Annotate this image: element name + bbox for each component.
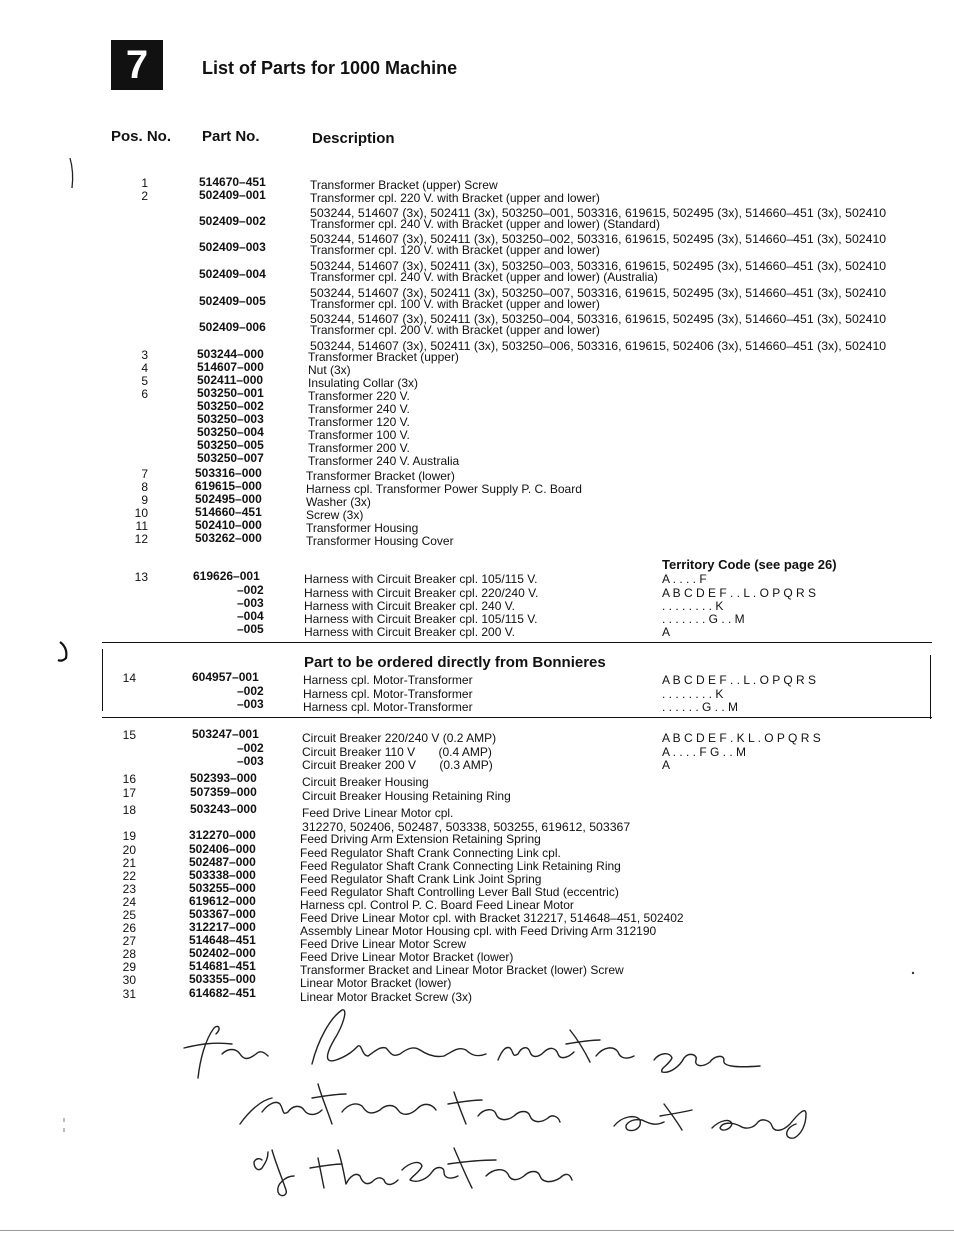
part-number: 514648–451 xyxy=(189,933,256,947)
part-description: Circuit Breaker 220/240 V (0.2 AMP) xyxy=(302,731,497,745)
part-number: 502487–000 xyxy=(189,855,256,869)
territory-codes: A B C D E F . K L . O P Q R S xyxy=(662,731,821,745)
part-number: 503250–007 xyxy=(197,451,264,465)
part-description: Harness cpl. Motor-Transformer xyxy=(303,673,473,687)
part-description: Harness with Circuit Breaker cpl. 105/115 V. xyxy=(304,572,538,586)
part-description: Washer (3x) xyxy=(306,495,371,509)
part-description: Linear Motor Bracket Screw (3x) xyxy=(300,990,473,1004)
part-number: 503244–000 xyxy=(197,347,264,361)
part-description: Harness with Circuit Breaker cpl. 240 V. xyxy=(304,599,515,613)
part-number: 514607–000 xyxy=(197,360,264,374)
part-number: 619615–000 xyxy=(195,479,262,493)
part-number: 503316–000 xyxy=(195,466,262,480)
part-no-header: Part No. xyxy=(202,128,260,145)
part-description: Nut (3x) xyxy=(308,363,351,377)
part-number: 503250–004 xyxy=(197,425,264,439)
pos-number: 30 xyxy=(122,973,136,987)
part-number: 503247–001 xyxy=(192,727,259,741)
pos-number: 31 xyxy=(122,987,136,1001)
territory-codes: A B C D E F . . L . O P Q R S xyxy=(662,586,817,600)
part-description: Transformer Bracket (upper) Screw xyxy=(310,178,498,192)
part-number: –004 xyxy=(237,609,264,623)
part-number: 503250–003 xyxy=(197,412,264,426)
part-number: 502411–000 xyxy=(197,373,264,387)
component-list: 503244, 514607 (3x), 502411 (3x), 503250–004, 503316, 619615, 502495 (3x), 514660–451 (3x), 502410 xyxy=(310,312,887,326)
part-description: Transformer Bracket (upper) xyxy=(308,350,459,364)
pos-number: 17 xyxy=(122,786,136,800)
section-number-badge: 7 xyxy=(111,40,163,90)
pos-number: 14 xyxy=(122,671,136,685)
part-number: 614682–451 xyxy=(189,986,256,1000)
part-description: Transformer 200 V. xyxy=(308,441,410,455)
part-description: Transformer Housing Cover xyxy=(306,534,454,548)
part-number: 502406–000 xyxy=(189,842,256,856)
part-description: Transformer Bracket (lower) xyxy=(306,469,455,483)
boxed-section-title: Part to be ordered directly from Bonnieres xyxy=(304,654,606,671)
part-number: 502495–000 xyxy=(195,492,262,506)
part-description: Harness with Circuit Breaker cpl. 105/115 V. xyxy=(304,612,538,626)
part-description: Feed Regulator Shaft Controlling Lever Ball Stud (eccentric) xyxy=(300,885,619,899)
pos-number: 8 xyxy=(141,480,148,494)
part-description: Transformer Housing xyxy=(306,521,419,535)
part-number: 503262–000 xyxy=(195,531,262,545)
part-description: Feed Drive Linear Motor cpl. with Bracket 312217, 514648–451, 502402 xyxy=(300,911,684,925)
part-description: Harness with Circuit Breaker cpl. 200 V. xyxy=(304,625,515,639)
part-number: 503367–000 xyxy=(189,907,256,921)
part-number: 502409–006 xyxy=(199,320,266,334)
part-description: Transformer cpl. 200 V. with Bracket (upper and lower) xyxy=(310,323,600,337)
part-number: 502409–003 xyxy=(199,240,266,254)
part-number: 507359–000 xyxy=(190,785,257,799)
component-list: 503244, 514607 (3x), 502411 (3x), 503250–006, 503316, 619615, 502406 (3x), 514660–451 (3x), 502410 xyxy=(310,339,887,353)
pos-number: 6 xyxy=(141,387,148,401)
part-number: 503250–001 xyxy=(197,386,264,400)
part-number: 503338–000 xyxy=(189,868,256,882)
pos-number: 27 xyxy=(122,934,136,948)
part-description: Feed Regulator Shaft Crank Connecting Link cpl. xyxy=(300,846,561,860)
part-description: Feed Regulator Shaft Crank Connecting Link Retaining Ring xyxy=(300,859,621,873)
part-number: 502409–002 xyxy=(199,214,266,228)
territory-codes: . . . . . . . . K xyxy=(662,687,724,701)
pos-number: 10 xyxy=(134,506,148,520)
territory-codes: . . . . . . G . . M xyxy=(662,700,739,714)
part-number: 312217–000 xyxy=(189,920,256,934)
pos-number: 5 xyxy=(141,374,148,388)
part-description: Transformer cpl. 240 V. with Bracket (upper and lower) (Standard) xyxy=(310,217,660,231)
pos-number: 2 xyxy=(141,189,148,203)
part-description: Feed Drive Linear Motor cpl. xyxy=(302,806,454,820)
part-description: Feed Driving Arm Extension Retaining Spring xyxy=(300,832,541,846)
part-description: Assembly Linear Motor Housing cpl. with Feed Driving Arm 312190 xyxy=(300,924,657,938)
part-description: Circuit Breaker Housing xyxy=(302,775,429,789)
part-description: Transformer cpl. 240 V. with Bracket (upper and lower) (Australia) xyxy=(310,270,658,284)
pos-number: 16 xyxy=(122,772,136,786)
part-number: 619612–000 xyxy=(189,894,256,908)
part-number: –003 xyxy=(237,697,264,711)
part-description: Transformer 240 V. xyxy=(308,402,410,416)
part-number: 502402–000 xyxy=(189,946,256,960)
part-description: Circuit Breaker 200 V (0.3 AMP) xyxy=(302,758,493,772)
part-description: Harness with Circuit Breaker cpl. 220/240 V. xyxy=(304,586,539,600)
part-description: Harness cpl. Transformer Power Supply P. C. Board xyxy=(306,482,582,496)
part-description: Harness cpl. Motor-Transformer xyxy=(303,700,473,714)
territory-codes: A . . . . F xyxy=(662,572,707,586)
part-number: 514670–451 xyxy=(199,175,266,189)
part-description: Feed Regulator Shaft Crank Link Joint Spring xyxy=(300,872,542,886)
pos-number: 15 xyxy=(122,728,136,742)
pos-number: 7 xyxy=(141,467,148,481)
part-number: –003 xyxy=(237,754,264,768)
pos-number: 11 xyxy=(135,519,148,533)
pos-no-header: Pos. No. xyxy=(111,128,172,145)
part-description: Transformer cpl. 100 V. with Bracket (upper and lower) xyxy=(310,297,600,311)
part-number: 619626–001 xyxy=(193,569,260,583)
part-number: 503250–005 xyxy=(197,438,264,452)
pos-number: 29 xyxy=(122,960,136,974)
part-number: 604957–001 xyxy=(192,670,259,684)
pos-number: 28 xyxy=(122,947,136,961)
pos-number: 25 xyxy=(122,908,136,922)
pos-number: 18 xyxy=(122,803,136,817)
part-description: Screw (3x) xyxy=(306,508,364,522)
pos-number: 23 xyxy=(122,882,136,896)
territory-codes: A . . . . F G . . M xyxy=(662,745,747,759)
pos-number: 4 xyxy=(141,361,148,375)
part-number: –003 xyxy=(237,596,264,610)
part-description: Transformer 100 V. xyxy=(308,428,410,442)
part-description: Transformer 240 V. Australia xyxy=(308,454,460,468)
pos-number: 1 xyxy=(141,176,148,190)
territory-codes: A xyxy=(662,758,671,772)
pos-number: 24 xyxy=(122,895,136,909)
part-number: 502410–000 xyxy=(195,518,262,532)
part-description: Transformer 220 V. xyxy=(308,389,410,403)
part-number: 503255–000 xyxy=(189,881,256,895)
part-description: Transformer cpl. 120 V. with Bracket (upper and lower) xyxy=(310,243,600,257)
component-list: 503244, 514607 (3x), 502411 (3x), 503250–002, 503316, 619615, 502495 (3x), 514660–451 (3x), 502410 xyxy=(310,232,887,246)
part-number: 514660–451 xyxy=(195,505,262,519)
part-description: Transformer 120 V. xyxy=(308,415,410,429)
pos-number: 9 xyxy=(141,493,148,507)
part-number: –005 xyxy=(237,622,264,636)
part-number: 502393–000 xyxy=(190,771,257,785)
part-number: 514681–451 xyxy=(189,959,256,973)
pos-number: 20 xyxy=(122,843,136,857)
part-description: Insulating Collar (3x) xyxy=(308,376,419,390)
component-list: 503244, 514607 (3x), 502411 (3x), 503250–007, 503316, 619615, 502495 (3x), 514660–451 (3x), 502410 xyxy=(310,286,887,300)
component-list: 503244, 514607 (3x), 502411 (3x), 503250–003, 503316, 619615, 502495 (3x), 514660–451 (3x), 502410 xyxy=(310,259,887,273)
part-description: Circuit Breaker 110 V (0.4 AMP) xyxy=(302,745,492,759)
part-number: 503355–000 xyxy=(189,972,256,986)
part-number: 503250–002 xyxy=(197,399,264,413)
part-number: –002 xyxy=(237,583,264,597)
part-description: Feed Drive Linear Motor Screw xyxy=(300,937,467,951)
part-number: –002 xyxy=(237,684,264,698)
territory-codes: A xyxy=(662,625,671,639)
description-header: Description xyxy=(312,130,395,147)
part-number: 503243–000 xyxy=(190,802,257,816)
part-description: Circuit Breaker Housing Retaining Ring xyxy=(302,789,511,803)
page-title: List of Parts for 1000 Machine xyxy=(202,58,458,78)
pos-number: 12 xyxy=(134,532,148,546)
component-list: 312270, 502406, 502487, 503338, 503255, 619612, 503367 xyxy=(302,820,631,834)
pos-number: 22 xyxy=(122,869,136,883)
pos-number: 26 xyxy=(122,921,136,935)
territory-codes: . . . . . . . . K xyxy=(662,599,724,613)
part-number: 502409–005 xyxy=(199,294,266,308)
part-description: Transformer cpl. 220 V. with Bracket (upper and lower) xyxy=(310,191,600,205)
part-number: 502409–004 xyxy=(199,267,266,281)
part-description: Harness cpl. Motor-Transformer xyxy=(303,687,473,701)
pos-number: 13 xyxy=(134,570,148,584)
territory-code-header: Territory Code (see page 26) xyxy=(662,557,837,572)
part-number: –002 xyxy=(237,741,264,755)
component-list: 503244, 514607 (3x), 502411 (3x), 503250–001, 503316, 619615, 502495 (3x), 514660–451 (3x), 502410 xyxy=(310,206,887,220)
pos-number: 19 xyxy=(122,829,136,843)
territory-codes: A B C D E F . . L . O P Q R S xyxy=(662,673,817,687)
part-number: 312270–000 xyxy=(189,828,256,842)
pos-number: 3 xyxy=(141,348,148,362)
part-description: Transformer Bracket and Linear Motor Bracket (lower) Screw xyxy=(300,963,624,977)
part-number: 502409–001 xyxy=(199,188,266,202)
pos-number: 21 xyxy=(122,856,136,870)
part-description: Feed Drive Linear Motor Bracket (lower) xyxy=(300,950,514,964)
territory-codes: . . . . . . . G . . M xyxy=(662,612,745,626)
part-description: Linear Motor Bracket (lower) xyxy=(300,976,452,990)
part-description: Harness cpl. Control P. C. Board Feed Linear Motor xyxy=(300,898,574,912)
